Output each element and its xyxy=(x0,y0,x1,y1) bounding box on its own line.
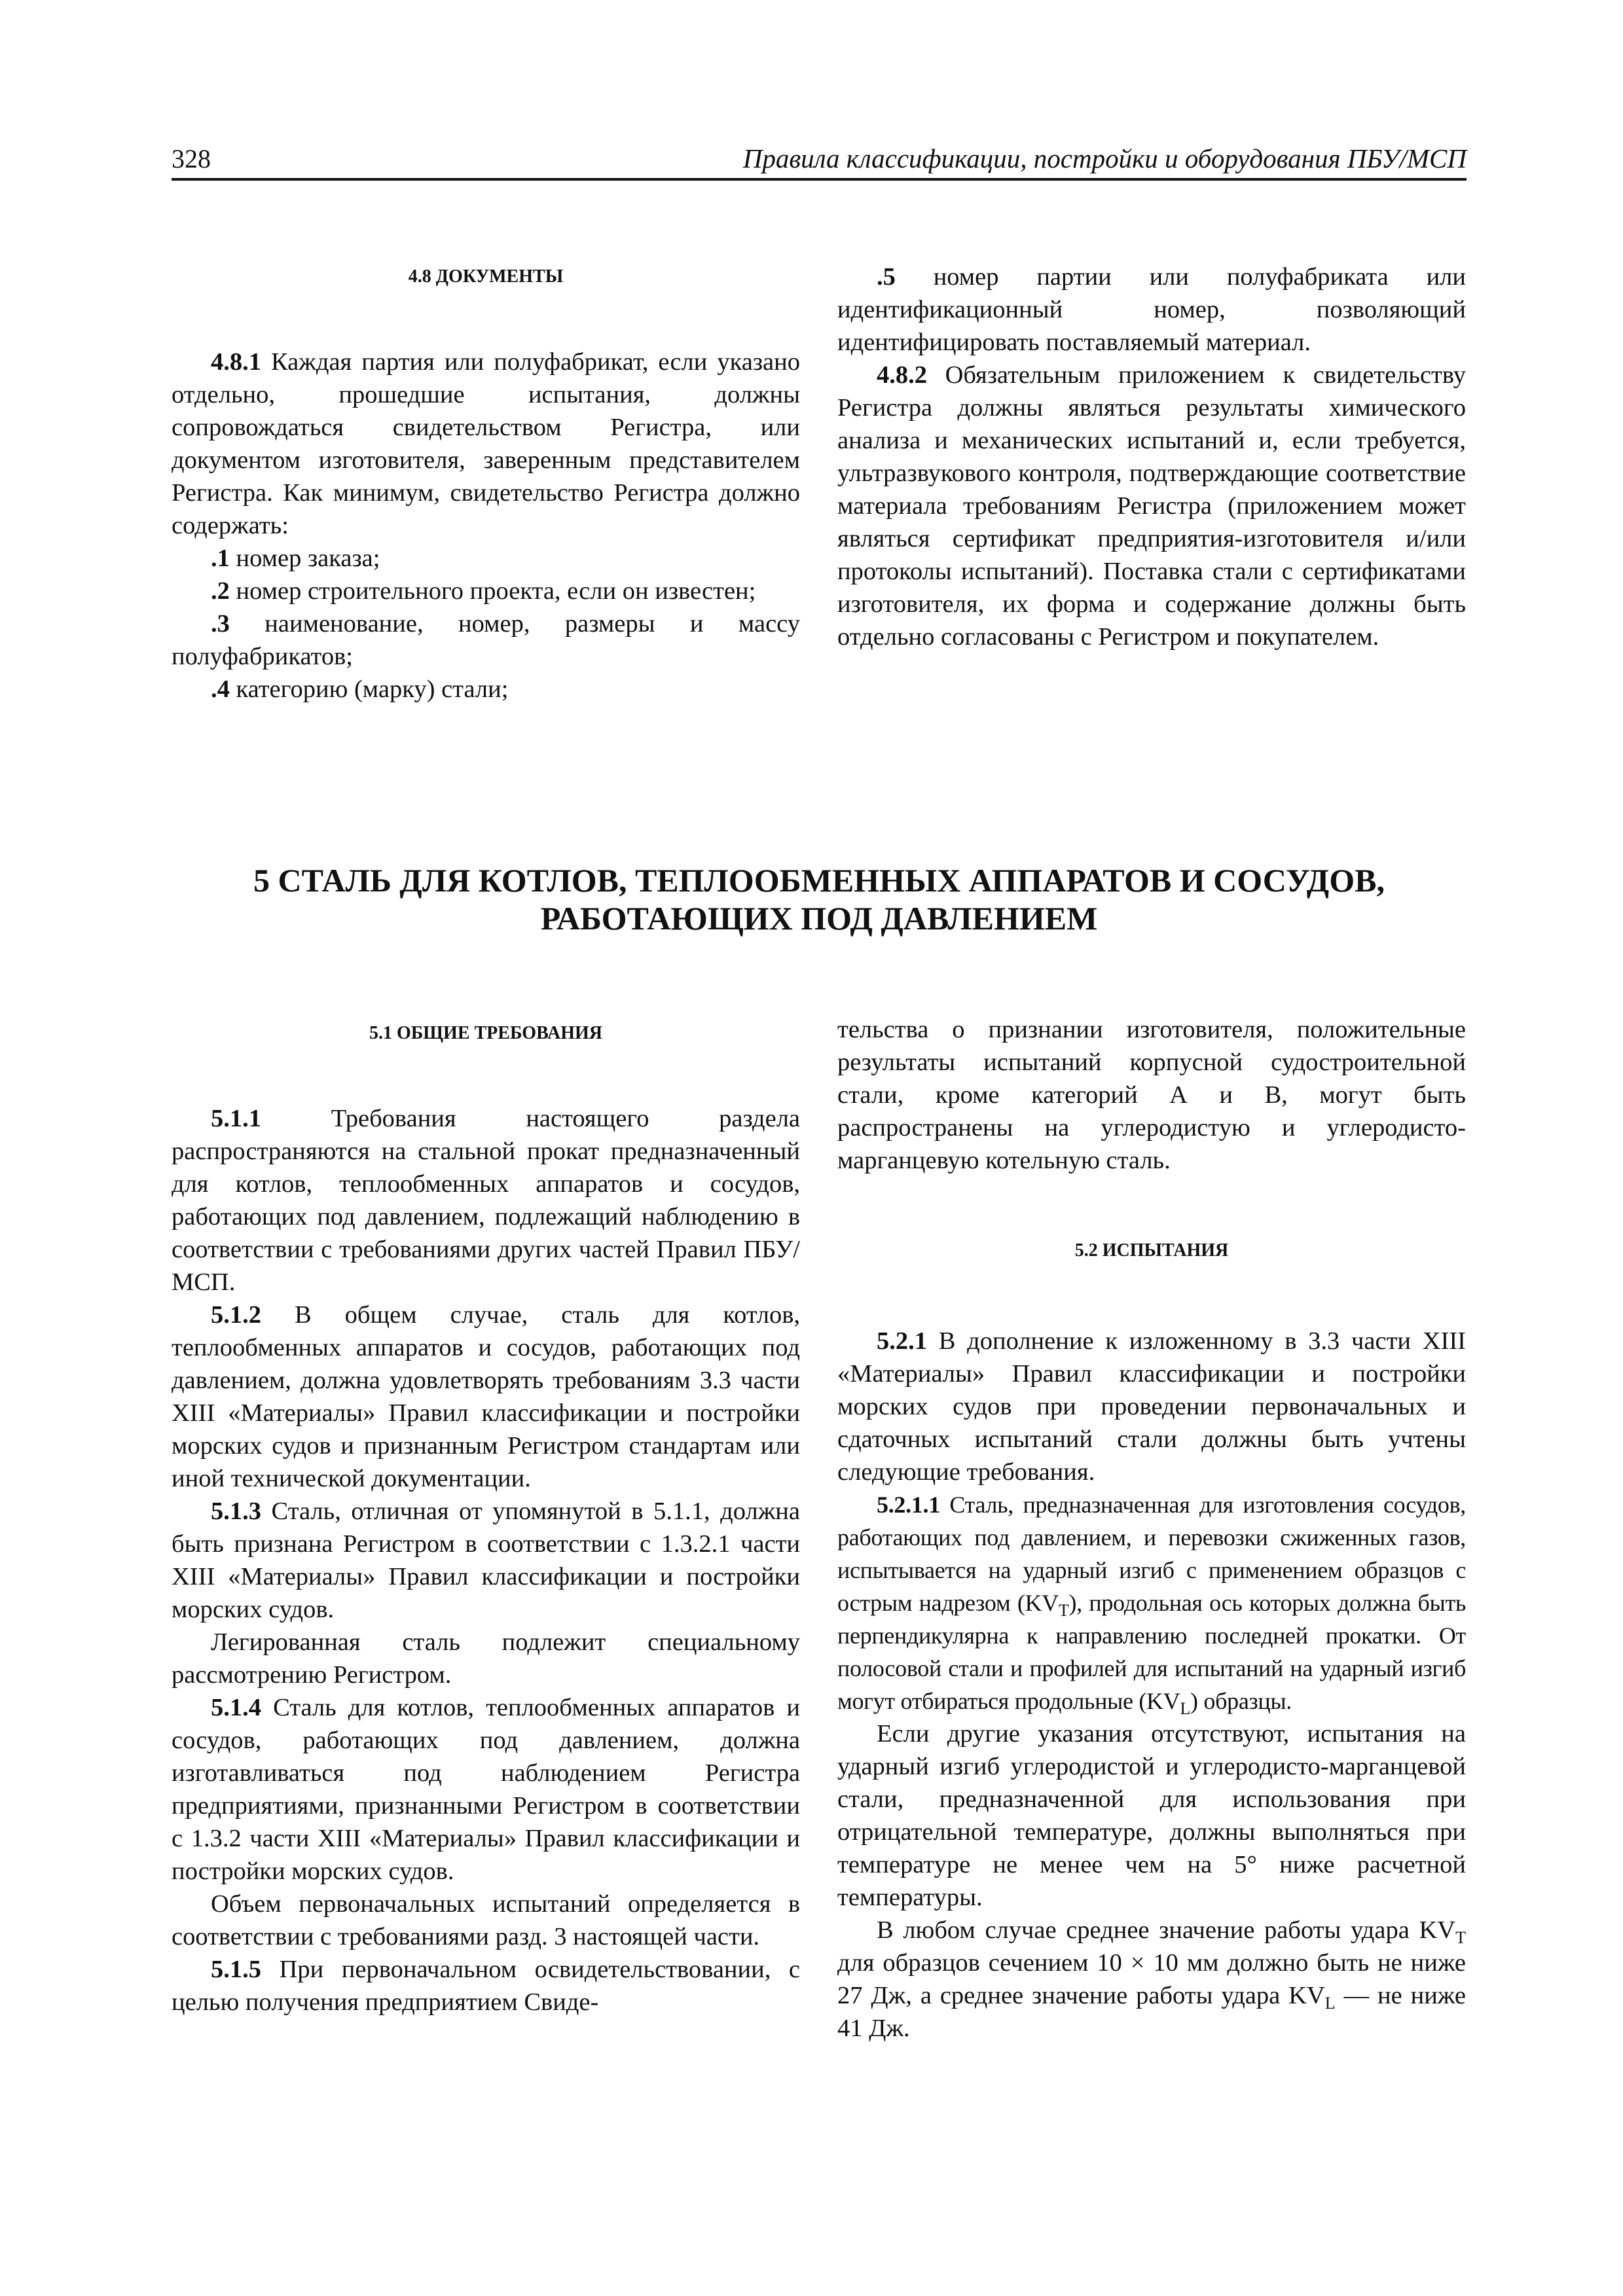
paragraph-text: При первоначальном освидетельствовании, с целью получения предприятием Свиде- xyxy=(172,1956,800,2016)
item-number: .5 xyxy=(877,263,896,291)
paragraph-5-1-4 xyxy=(172,1691,800,1888)
chapter-title-line-1: 5 СТАЛЬ ДЛЯ КОТЛОВ, ТЕПЛООБМЕННЫХ АППАРАТОВ И СОСУДОВ, xyxy=(253,862,1385,899)
paragraph-other-instructions: Если другие указания отсутствуют, испытания на ударный изгиб углеродистой и углеродисто-марганцевой стали, предназначенной для использования при отрицательной температуре, должны выполняться при температуре не менее чем на 5° ниже расчетной температуры. xyxy=(837,1720,1466,1911)
section-heading-5-2: 5.2 ИСПЫТАНИЯ xyxy=(1074,1240,1229,1261)
chapter-title-line-2: РАБОТАЮЩИХ ПОД ДАВЛЕНИЕМ xyxy=(540,900,1098,937)
subscript: T xyxy=(1455,1928,1466,1947)
section-5-2-right-column xyxy=(837,1013,1466,2045)
paragraph-text: В любом случае среднее значение работы удара KV xyxy=(877,1916,1456,1944)
paragraph-text: Сталь, отличная от упомянутой в 5.1.1, должна быть признана Регистром в соответствии с 1.3.2.1 части XIII «Материалы» Правил классификации и постройки морских судов. xyxy=(172,1498,800,1623)
paragraph-5-1-2 xyxy=(172,1299,800,1495)
item-text: номер партии или полуфабриката или идентификационный номер, позволяющий идентифицировать поставляемый материал. xyxy=(837,263,1466,356)
item-text: наименование, номер, размеры и массу полуфабрикатов; xyxy=(172,610,800,670)
paragraph-number: 5.1.5 xyxy=(211,1956,261,1983)
subscript: T xyxy=(1058,1601,1069,1620)
paragraph-5-1-5-continuation: тельства о признании изготовителя, положительные результаты испытаний корпусной судостроительной стали, кроме категорий А и В, могут быть распространены на углеродистую и углеродисто-марганцевую котельную сталь. xyxy=(837,1016,1466,1174)
paragraph-number: 5.2.1.1 xyxy=(877,1492,940,1518)
paragraph-number: 5.1.4 xyxy=(211,1694,261,1721)
paragraph-5-1-1 xyxy=(172,1102,800,1299)
paragraph-4-8-1 xyxy=(172,346,800,542)
paragraph-number: 4.8.1 xyxy=(211,348,261,376)
paragraph-number: 5.1.2 xyxy=(211,1301,261,1329)
paragraph-text: Сталь для котлов, теплообменных аппаратов и сосудов, работающих под давлением, должна изготавливаться под наблюдением Регистра предприятиями, признанными Регистром в соответствии с 1.3.2 части XIII «Материалы» Правил классификации и постройки морских судов. xyxy=(172,1694,800,1885)
paragraph-5-1-5 xyxy=(172,1953,800,2018)
paragraph-text: для образцов сечением 10 × 10 мм должно быть не ниже 27 Дж, а среднее значение работы удара KV xyxy=(837,1949,1466,2009)
paragraph-test-volume: Объем первоначальных испытаний определяется в соответствии с требованиями разд. 3 настоящей части. xyxy=(172,1890,800,1950)
chapter-title xyxy=(172,861,1467,937)
list-item-1 xyxy=(172,542,800,575)
section-4-8-left-column xyxy=(172,260,800,706)
paragraph-5-2-1 xyxy=(837,1325,1466,1488)
item-number: .1 xyxy=(211,545,230,572)
list-item-4 xyxy=(172,673,800,706)
list-item-5 xyxy=(837,260,1466,359)
item-number: .4 xyxy=(211,675,230,703)
running-title: Правила классификации, постройки и оборудования ПБУ/МСП xyxy=(742,143,1467,173)
paragraph-text: ) образцы. xyxy=(1190,1688,1292,1714)
paragraph-text: ), продольная ось которых должна быть перпендикулярна к направлению последней прокатки. От полосовой стали и профилей для испытаний на ударный изгиб могут отбираться продольные (KV xyxy=(837,1590,1466,1714)
paragraph-text: В общем случае, сталь для котлов, теплообменных аппаратов и сосудов, работающих под давлением, должна удовлетворять требованиям 3.3 части XIII «Материалы» Правил классификации и постройки морских судов и признанным Регистром стандартам или иной технической документации. xyxy=(172,1301,800,1492)
subscript: L xyxy=(1324,1994,1336,2013)
paragraph-alloyed-steel: Легированная сталь подлежит специальному рассмотрению Регистром. xyxy=(172,1628,800,1689)
paragraph-text: Требования настоящего раздела распространяются на стальной прокат предназначенный для котлов, теплообменных аппаратов и сосудов, работающих под давлением, подлежащий наблюдению в соответствии с требованиями других частей Правил ПБУ/МСП. xyxy=(172,1105,800,1296)
section-heading-5-1: 5.1 ОБЩИЕ ТРЕБОВАНИЯ xyxy=(369,1023,602,1043)
item-text: номер строительного проекта, если он известен; xyxy=(229,577,756,605)
paragraph-impact-energy xyxy=(837,1914,1466,2045)
paragraph-number: 5.2.1 xyxy=(877,1327,927,1355)
paragraph-number: 4.8.2 xyxy=(877,361,927,389)
paragraph-text: Обязательным приложением к свидетельству Регистра должны являться результаты химического анализа и механических испытаний и, если требуется, ультразвукового контроля, подтверждающие соответствие материала требованиям Регистра (приложением может являться сертификат предприятия-изготовителя и/или протоколы испытаний). Поставка стали с сертификатами изготовителя, их форма и содержание должны быть отдельно согласованы с Регистром и покупателем. xyxy=(837,361,1466,651)
page-number: 328 xyxy=(172,144,211,173)
paragraph-text: Сталь, предназначенная для изготовления сосудов, работающих под давлением, и перевозки сжиженных газов, испытывается на ударный изгиб с применением образцов с острым надрезом (KV xyxy=(837,1492,1466,1616)
item-text: номер заказа; xyxy=(229,545,380,572)
list-item-3 xyxy=(172,607,800,673)
paragraph-text: В дополнение к изложенному в 3.3 части XIII «Материалы» Правил классификации и постройки морских судов при проведении первоначальных и сдаточных испытаний стали должны быть учтены следующие требования. xyxy=(837,1327,1466,1486)
paragraph-5-1-3 xyxy=(172,1495,800,1626)
page-header xyxy=(172,141,1467,181)
section-heading-4-8: 4.8 ДОКУМЕНТЫ xyxy=(408,266,564,287)
item-text: категорию (марку) стали; xyxy=(229,675,509,703)
item-number: .3 xyxy=(211,610,230,637)
section-5-1-left-column xyxy=(172,1017,800,2018)
paragraph-5-2-1-1 xyxy=(837,1488,1466,1717)
paragraph-text: — не ниже 41 Дж. xyxy=(837,1982,1466,2042)
list-item-2 xyxy=(172,575,800,607)
section-4-8-right-column xyxy=(837,260,1466,653)
paragraph-number: 5.1.3 xyxy=(211,1498,261,1525)
item-number: .2 xyxy=(211,577,230,605)
paragraph-4-8-2 xyxy=(837,359,1466,653)
paragraph-number: 5.1.1 xyxy=(211,1105,261,1132)
paragraph-text: Каждая партия или полуфабрикат, если указано отдельно, прошедшие испытания, должны сопровождаться свидетельством Регистра, или документом изготовителя, заверенным представителем Регистра. Как минимум, свидетельство Регистра должно содержать: xyxy=(172,348,800,539)
subscript: L xyxy=(1180,1699,1191,1718)
